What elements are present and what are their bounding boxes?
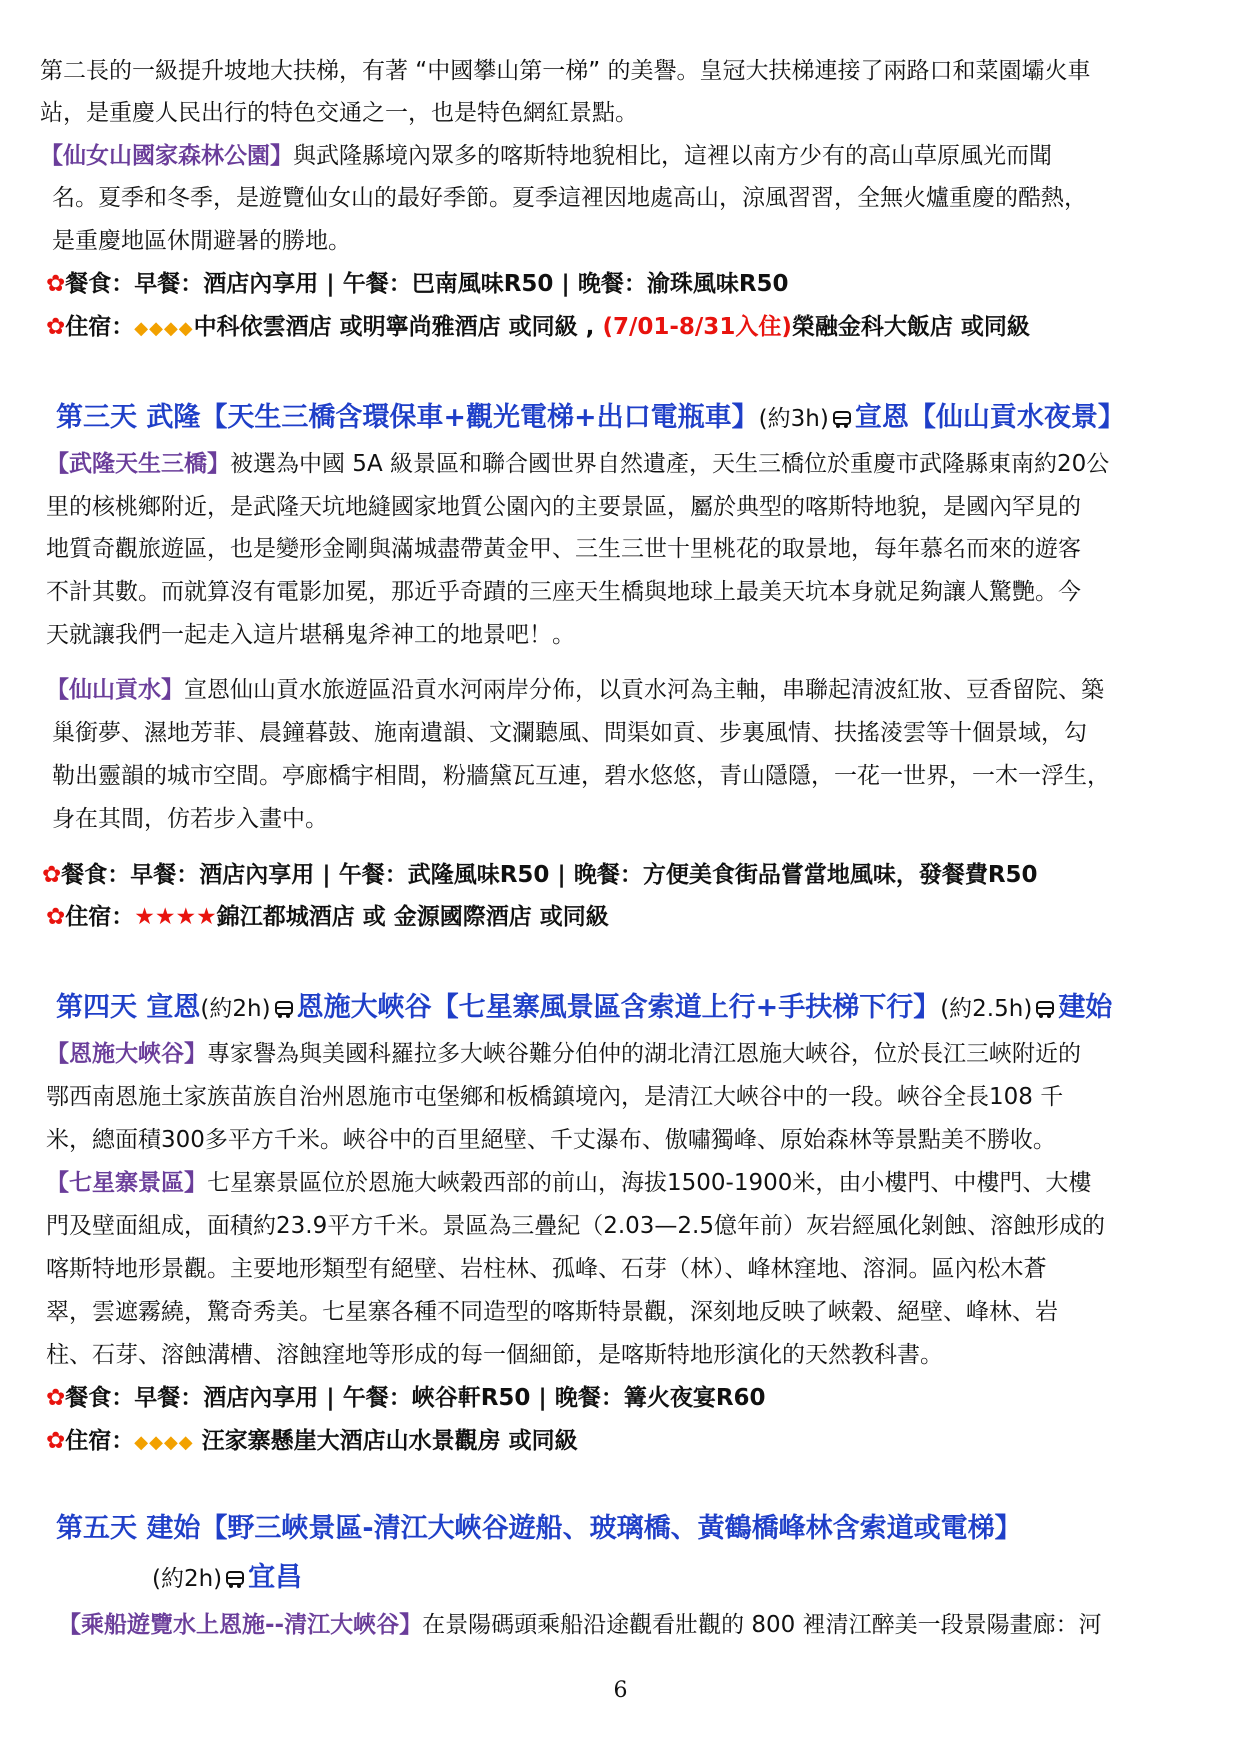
day5-p1-tag: 【乘船遊覽水上恩施--清江大峽谷】	[58, 1612, 423, 1638]
day4-p2-line-2: 門及壁面組成，面積約23.9平方千米。景區為三疊紀（2.03—2.5億年前）灰岩經風化剝蝕、溶蝕形成的	[46, 1213, 1105, 1239]
day3-duration: (約3h)	[758, 406, 829, 432]
day3-p1-line-1	[46, 449, 1109, 479]
day2-meal-text: 餐食：早餐：酒店內享用 | 午餐：巴南風味R50 | 晚餐：渝珠風味R50	[65, 271, 789, 297]
day4-p1-tag: 【恩施大峽谷】	[46, 1041, 207, 1067]
flower-icon: ✿	[42, 862, 62, 888]
day3-meal-text: 餐食：早餐：酒店內享用 | 午餐：武隆風味R50 | 晚餐：方便美食街品嘗當地風味，發餐費R50	[61, 862, 1038, 888]
day3-p2-line-2: 巢銜夢、濕地芳菲、晨鐘暮鼓、施南遺韻、文瀾聽風、問渠如貢、步裏風情、扶搖淩雲等十個景域，勾	[52, 720, 1087, 746]
day2-stay-label: 住宿：	[65, 314, 135, 340]
flower-icon: ✿	[46, 904, 66, 930]
rating-diamonds-icon: ◆◆◆◆	[134, 318, 194, 339]
day4-stay	[46, 1426, 578, 1458]
day4-p2-tag: 【七星寨景區】	[46, 1170, 207, 1196]
bus-icon	[274, 1001, 294, 1018]
day3-p2-tag: 【仙山貢水】	[46, 677, 184, 703]
flower-icon: ✿	[46, 1428, 66, 1454]
flower-icon: ✿	[46, 1385, 66, 1411]
day5-heading-b: 宜昌	[248, 1562, 303, 1593]
day4-duration-1: (約2h)	[200, 996, 271, 1022]
day5-duration: (約2h)	[152, 1566, 223, 1592]
day4-meal-text: 餐食：早餐：酒店內享用 | 午餐：峽谷軒R50 | 晚餐：篝火夜宴R60	[65, 1385, 766, 1411]
day2-stay-date-note: (7/01-8/31入住)	[602, 314, 792, 340]
xiannv-text-1: 與武隆縣境內眾多的喀斯特地貌相比，這裡以南方少有的高山草原風光而聞	[293, 143, 1052, 169]
day3-p1-line-3: 地質奇觀旅遊區，也是變形金剛與滿城盡帶黃金甲、三生三世十里桃花的取景地，每年慕名而來的遊客	[46, 536, 1081, 562]
xiannv-line-3: 是重慶地區休閒避暑的勝地。	[52, 228, 351, 254]
day5-p1-text-1: 在景陽碼頭乘船沿途觀看壯觀的 800 裡清江醉美一段景陽畫廊：河	[422, 1612, 1102, 1638]
flower-icon: ✿	[46, 314, 66, 340]
day2-stay	[46, 312, 1030, 344]
day4-p1-line-2: 鄂西南恩施土家族苗族自治州恩施市屯堡鄉和板橋鎮境內，是清江大峽谷中的一段。峽谷全長108 千	[46, 1084, 1064, 1110]
xiannv-tag: 【仙女山國家森林公園】	[40, 143, 293, 169]
day4-heading-a: 第四天 宣恩	[56, 992, 201, 1023]
intro-line-2: 站，是重慶人民出行的特色交通之一，也是特色網紅景點。	[40, 100, 638, 126]
flower-icon: ✿	[46, 271, 66, 297]
day3-p2-line-1	[46, 675, 1104, 705]
day3-stay-label: 住宿：	[65, 904, 135, 930]
day5-heading-line-1: 第五天 建始【野三峽景區-清江大峽谷遊船、玻璃橋、黃鶴橋峰林含索道或電梯】	[56, 1513, 1022, 1544]
day4-p2-line-4: 翠，雲遮霧繞，驚奇秀美。七星寨各種不同造型的喀斯特景觀，深刻地反映了峽穀、絕壁、峰林、岩	[46, 1299, 1058, 1325]
day3-p1-tag: 【武隆天生三橋】	[46, 451, 230, 477]
day3-p2-line-3: 勒出靈韻的城市空間。亭廊橋宇相間，粉牆黛瓦互連，碧水悠悠，青山隱隱，一花一世界，一木一浮生，	[52, 763, 1110, 789]
day3-p1-line-2: 里的核桃鄉附近，是武隆天坑地縫國家地質公園內的主要景區，屬於典型的喀斯特地貌，是國內罕見的	[46, 494, 1081, 520]
intro-line-1: 第二長的一級提升坡地大扶梯，有著 “中國攀山第一梯” 的美譽。皇冠大扶梯連接了兩路口和菜園壩火車	[40, 58, 1091, 84]
day4-p1-line-3: 米，總面積300多平方千米。峽谷中的百里絕壁、千丈瀑布、傲嘯獨峰、原始森林等景點美不勝收。	[46, 1127, 1056, 1153]
day5-p1-line-1	[58, 1610, 1102, 1640]
day4-heading	[56, 990, 1112, 1027]
day3-heading	[56, 400, 1125, 437]
day3-heading-b: 宣恩【仙山貢水夜景】	[854, 402, 1125, 433]
day3-meal	[42, 860, 1038, 890]
day3-p2-text-1: 宣恩仙山貢水旅遊區沿貢水河兩岸分佈，以貢水河為主軸，串聯起清波紅妝、豆香留院、築	[184, 677, 1104, 703]
day4-meal	[46, 1383, 766, 1413]
rating-stars-icon: ★★★★	[134, 904, 217, 930]
bus-icon	[225, 1571, 245, 1588]
xiannv-line-1	[40, 141, 1052, 171]
day4-p1-text-1: 專家譽為與美國科羅拉多大峽谷難分伯仲的湖北清江恩施大峽谷，位於長江三峽附近的	[207, 1041, 1081, 1067]
day4-heading-b: 恩施大峽谷【七星寨風景區含索道上行+手扶梯下行】	[296, 992, 941, 1023]
day4-p1-line-1	[46, 1039, 1081, 1069]
day4-p2-line-3: 喀斯特地形景觀。主要地形類型有絕壁、岩柱林、孤峰、石芽（林）、峰林窪地、溶洞。區內松木蒼	[46, 1256, 1047, 1282]
day4-p2-line-5: 柱、石芽、溶蝕溝槽、溶蝕窪地等形成的每一個細節，是喀斯特地形演化的天然教科書。	[46, 1342, 943, 1368]
day3-stay-hotels: 錦江都城酒店 或 金源國際酒店 或同級	[216, 904, 609, 930]
day4-stay-hotels: 汪家寨懸崖大酒店山水景觀房 或同級	[193, 1428, 578, 1454]
day3-p1-line-4: 不計其數。而就算沒有電影加冕，那近乎奇蹟的三座天生橋與地球上最美天坑本身就足夠讓人驚艷。今	[46, 579, 1081, 605]
day2-meal	[46, 269, 789, 299]
day3-heading-a: 第三天 武隆【天生三橋含環保車+觀光電梯+出口電瓶車】	[56, 402, 759, 433]
day4-heading-c: 建始	[1058, 992, 1113, 1023]
xiannv-line-2: 名。夏季和冬季，是遊覽仙女山的最好季節。夏季這裡因地處高山，涼風習習，全無火爐重慶的酷熱，	[52, 185, 1087, 211]
day3-p1-text-1: 被選為中國 5A 級景區和聯合國世界自然遺產，天生三橋位於重慶市武隆縣東南約20公	[230, 451, 1110, 477]
day3-p1-line-5: 天就讓我們一起走入這片堪稱鬼斧神工的地景吧！。	[46, 622, 575, 648]
day2-stay-hotels: 中科依雲酒店 或明寧尚雅酒店 或同級 ,	[193, 314, 603, 340]
rating-diamonds-icon: ◆◆◆◆	[134, 1432, 194, 1453]
bus-icon	[832, 411, 852, 428]
day4-duration-2: (約2.5h)	[940, 996, 1033, 1022]
day2-stay-alt-hotel: 榮融金科大飯店 或同級	[791, 314, 1030, 340]
bus-icon	[1035, 1001, 1055, 1018]
day4-p2-text-1: 七星寨景區位於恩施大峽穀西部的前山，海拔1500-1900米，由小樓門、中樓門、大樓	[207, 1170, 1092, 1196]
day3-p2-line-4: 身在其間，仿若步入畫中。	[52, 806, 328, 832]
day5-heading-line-2	[152, 1560, 302, 1597]
day4-stay-label: 住宿：	[65, 1428, 135, 1454]
day3-stay	[46, 902, 609, 932]
page-number: 6	[613, 1678, 628, 1703]
day4-p2-line-1	[46, 1168, 1091, 1198]
